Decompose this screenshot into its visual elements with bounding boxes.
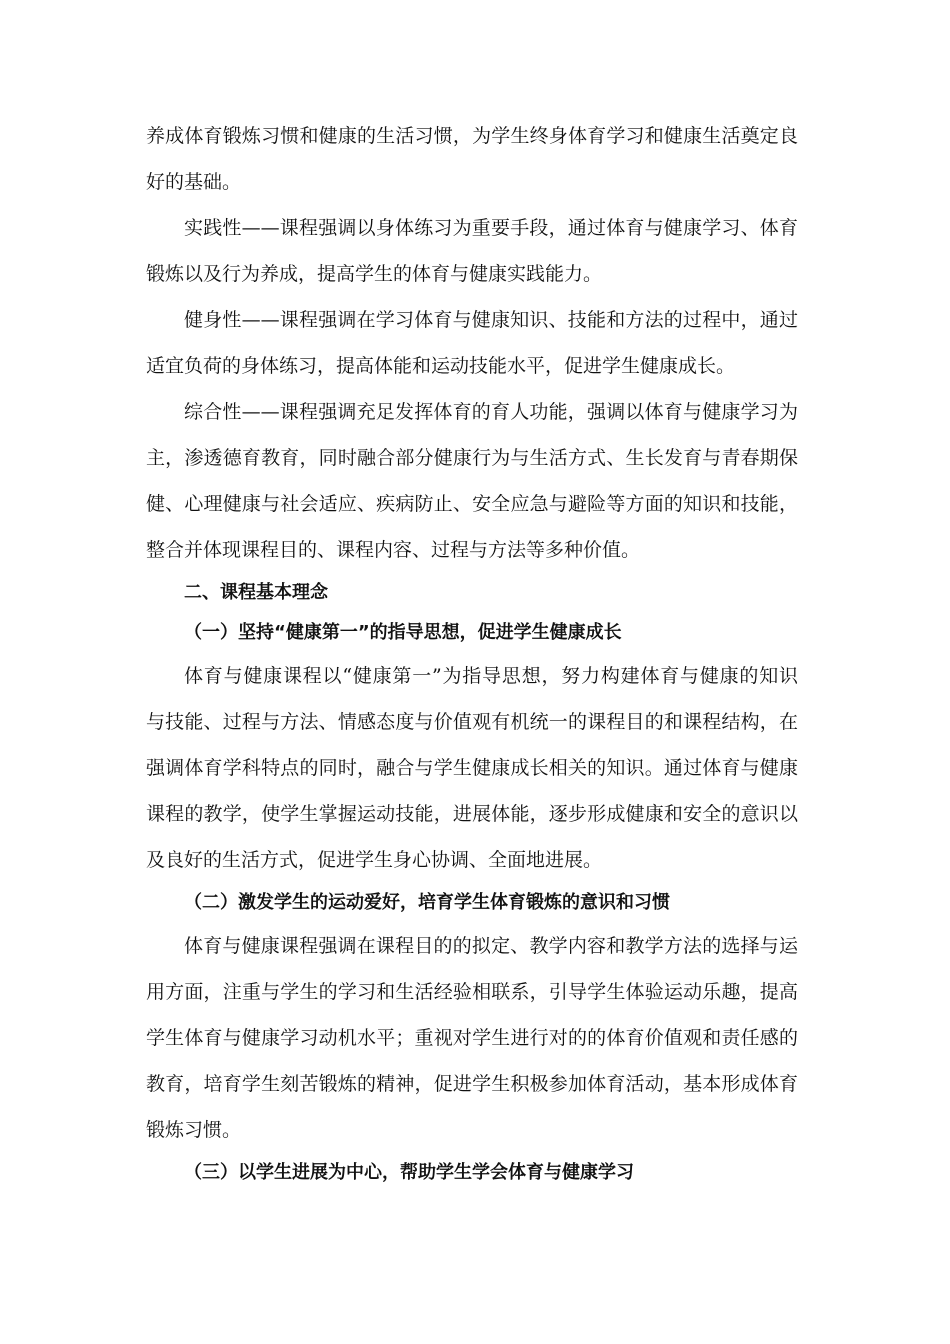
paragraph-line: 健身性——课程强调在学习体育与健康知识、技能和方法的过程中，通过 bbox=[184, 309, 798, 331]
paragraph-line: 锻炼以及行为养成，提高学生的体育与健康实践能力。 bbox=[146, 263, 603, 285]
section-heading: 二、课程基本理念 bbox=[184, 582, 328, 603]
paragraph-line: 及良好的生活方式，促进学生身心协调、全面地进展。 bbox=[146, 849, 603, 871]
paragraph-line: 好的基础。 bbox=[146, 171, 242, 193]
subsection-heading: （一）坚持“健康第一”的指导思想，促进学生健康成长 bbox=[184, 622, 622, 643]
paragraph-line: 学生体育与健康学习动机水平；重视对学生进行对的的体育价值观和责任感的 bbox=[146, 1027, 798, 1049]
paragraph-line: 锻炼习惯。 bbox=[146, 1119, 242, 1141]
subsection-heading: （三）以学生进展为中心，帮助学生学会体育与健康学习 bbox=[184, 1162, 634, 1183]
document-body bbox=[146, 113, 798, 1193]
paragraph-line: 养成体育锻炼习惯和健康的生活习惯，为学生终身体育学习和健康生活奠定良 bbox=[146, 125, 798, 147]
paragraph-line: 体育与健康课程强调在课程目的的拟定、教学内容和教学方法的选择与运 bbox=[184, 935, 798, 957]
paragraph-line: 适宜负荷的身体练习，提高体能和运动技能水平，促进学生健康成长。 bbox=[146, 355, 736, 377]
paragraph-line: 整合并体现课程目的、课程内容、过程与方法等多种价值。 bbox=[146, 539, 641, 561]
paragraph-line: 主，渗透德育教育，同时融合部分健康行为与生活方式、生长发育与青春期保 bbox=[146, 447, 798, 469]
paragraph-line: 与技能、过程与方法、情感态度与价值观有机统一的课程目的和课程结构，在 bbox=[146, 711, 798, 733]
paragraph-line: 课程的教学，使学生掌握运动技能，进展体能，逐步形成健康和安全的意识以 bbox=[146, 803, 798, 825]
paragraph-line: 用方面，注重与学生的学习和生活经验相联系，引导学生体验运动乐趣，提高 bbox=[146, 981, 798, 1003]
paragraph-line: 强调体育学科特点的同时，融合与学生健康成长相关的知识。通过体育与健康 bbox=[146, 757, 798, 779]
paragraph-line: 实践性——课程强调以身体练习为重要手段，通过体育与健康学习、体育 bbox=[184, 217, 798, 239]
paragraph-line: 综合性——课程强调充足发挥体育的育人功能，强调以体育与健康学习为 bbox=[184, 401, 798, 423]
paragraph-line: 体育与健康课程以“健康第一”为指导思想，努力构建体育与健康的知识 bbox=[184, 665, 798, 687]
subsection-heading: （二）激发学生的运动爱好，培育学生体育锻炼的意识和习惯 bbox=[184, 892, 670, 913]
paragraph-line: 健、心理健康与社会适应、疾病防止、安全应急与避险等方面的知识和技能， bbox=[146, 493, 798, 515]
paragraph-line: 教育，培育学生刻苦锻炼的精神，促进学生积极参加体育活动，基本形成体育 bbox=[146, 1073, 798, 1095]
